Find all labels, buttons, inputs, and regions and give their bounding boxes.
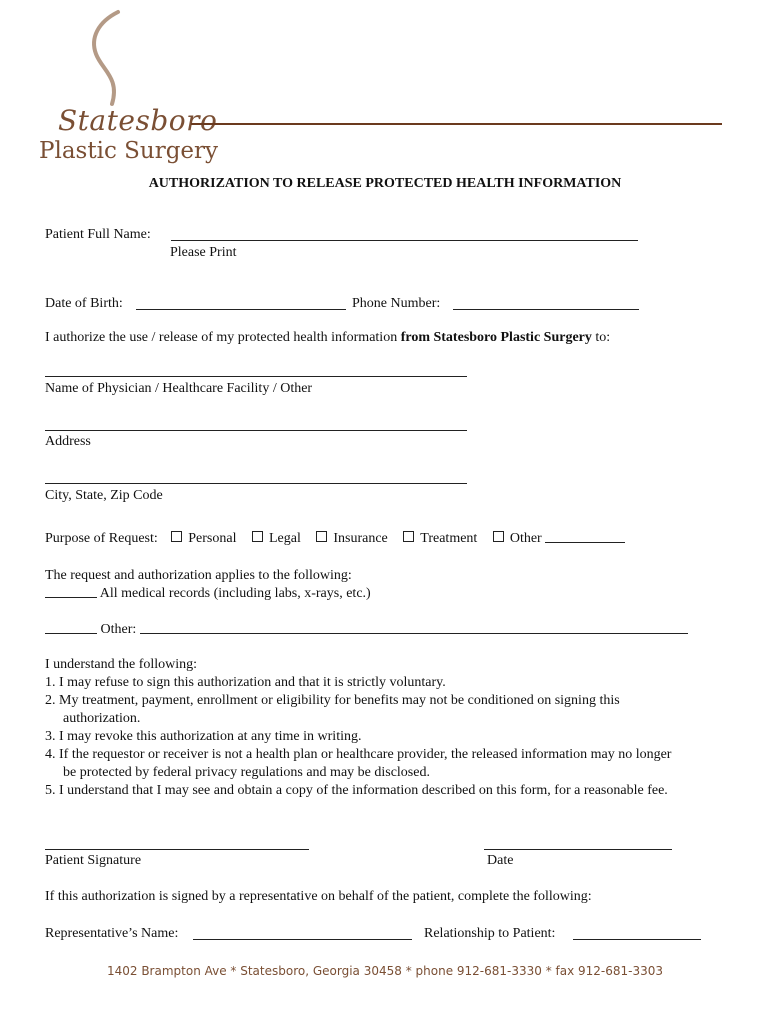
- purpose-option-personal[interactable]: Personal: [171, 531, 236, 547]
- patient-signature-label: Patient Signature: [45, 853, 142, 868]
- checkbox-icon[interactable]: [252, 531, 263, 542]
- representative-intro: If this authorization is signed by a representative on behalf of the patient, complete the following:: [45, 889, 592, 904]
- checkbox-icon[interactable]: [493, 531, 504, 542]
- all-records-label: All medical records (including labs, x-rays, etc.): [99, 586, 371, 601]
- footer-contact: 1402 Brampton Ave * Statesboro, Georgia 30458 * phone 912-681-3330 * fax 912-681-3303: [106, 964, 664, 978]
- address-field[interactable]: [45, 430, 467, 431]
- purpose-row: [45, 531, 637, 547]
- patient-name-label: Patient Full Name:: [45, 227, 151, 242]
- dob-field[interactable]: [136, 309, 346, 310]
- applies-intro: The request and authorization applies to the following:: [45, 568, 352, 583]
- city-state-zip-field[interactable]: [45, 483, 467, 484]
- other-label: Other:: [100, 622, 137, 637]
- other-row: [45, 622, 688, 638]
- date-field[interactable]: [484, 849, 672, 850]
- purpose-label: Purpose of Request:: [45, 531, 158, 546]
- address-label: Address: [45, 434, 91, 449]
- all-records-field[interactable]: [45, 586, 97, 598]
- checkbox-icon[interactable]: [171, 531, 182, 542]
- other-check-field[interactable]: [45, 622, 97, 634]
- understand-item-2-cont: authorization.: [63, 711, 141, 726]
- purpose-option-insurance[interactable]: Insurance: [316, 531, 387, 547]
- logo-swirl-icon: [38, 8, 138, 108]
- relationship-field[interactable]: [573, 939, 701, 940]
- all-records-row: [45, 586, 371, 602]
- patient-name-hint: Please Print: [170, 245, 237, 260]
- authorize-statement: I authorize the use / release of my protected health information from Statesboro Plastic Surgery to:: [45, 330, 611, 345]
- understand-item-4-cont: be protected by federal privacy regulations and may be disclosed.: [63, 765, 430, 780]
- purpose-option-treatment[interactable]: Treatment: [403, 531, 477, 547]
- logo-text-statesboro: Statesboro: [58, 104, 218, 137]
- checkbox-icon[interactable]: [316, 531, 327, 542]
- representative-name-field[interactable]: [193, 939, 412, 940]
- phone-field[interactable]: [453, 309, 639, 310]
- date-label: Date: [487, 853, 514, 868]
- understand-item-3: 3. I may revoke this authorization at any time in writing.: [45, 729, 362, 744]
- purpose-option-other[interactable]: Other: [493, 531, 625, 547]
- header-rule: [191, 123, 722, 125]
- understand-item-2: 2. My treatment, payment, enrollment or eligibility for benefits may not be conditioned on signing this: [45, 693, 620, 708]
- understand-intro: I understand the following:: [45, 657, 198, 672]
- understand-item-5: 5. I understand that I may see and obtain a copy of the information described on this form, for a reasonable fee.: [45, 783, 668, 798]
- dob-label: Date of Birth:: [45, 296, 123, 311]
- patient-name-field[interactable]: [171, 240, 638, 241]
- form-title: AUTHORIZATION TO RELEASE PROTECTED HEALTH INFORMATION: [148, 176, 622, 191]
- other-description-field[interactable]: [140, 622, 688, 634]
- patient-signature-field[interactable]: [45, 849, 309, 850]
- checkbox-icon[interactable]: [403, 531, 414, 542]
- relationship-label: Relationship to Patient:: [424, 926, 556, 941]
- purpose-other-field[interactable]: [545, 531, 625, 543]
- understand-item-4: 4. If the requestor or receiver is not a health plan or healthcare provider, the released information may no longer: [45, 747, 672, 762]
- purpose-option-legal[interactable]: Legal: [252, 531, 301, 547]
- physician-label: Name of Physician / Healthcare Facility / Other: [45, 381, 313, 396]
- phone-label: Phone Number:: [352, 296, 441, 311]
- representative-name-label: Representative’s Name:: [45, 926, 179, 941]
- understand-item-1: 1. I may refuse to sign this authorization and that it is strictly voluntary.: [45, 675, 446, 690]
- logo-text-plastic-surgery: Plastic Surgery: [39, 138, 219, 164]
- city-state-zip-label: City, State, Zip Code: [45, 488, 163, 503]
- physician-field[interactable]: [45, 376, 467, 377]
